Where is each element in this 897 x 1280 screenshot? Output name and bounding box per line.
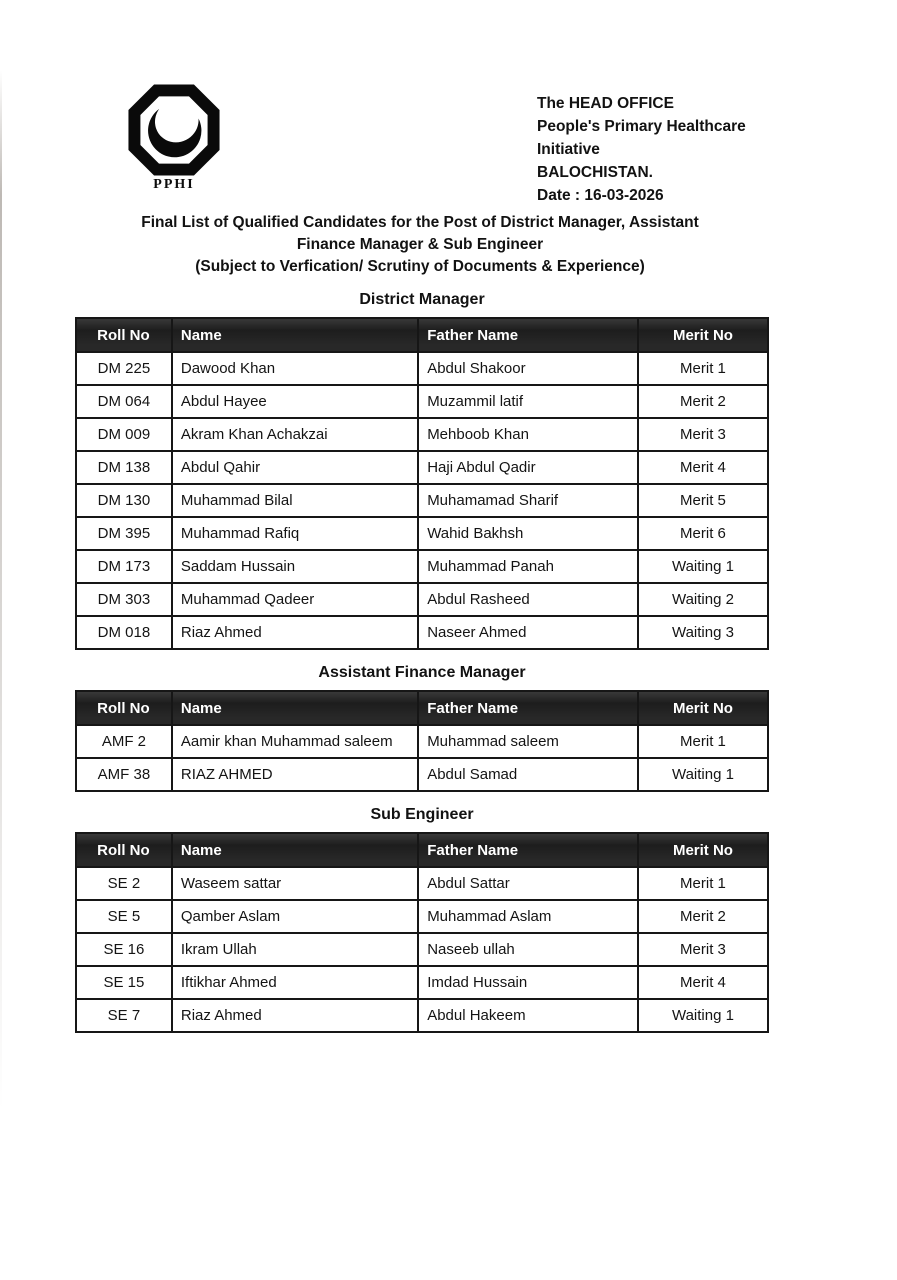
name-cell: Abdul Qahir bbox=[172, 451, 418, 484]
table-row bbox=[76, 999, 768, 1032]
column-header: Merit No bbox=[638, 318, 768, 352]
table-row bbox=[76, 484, 768, 517]
father-name-cell: Haji Abdul Qadir bbox=[418, 451, 638, 484]
merit-no-cell: Merit 3 bbox=[638, 418, 768, 451]
name-cell: Akram Khan Achakzai bbox=[172, 418, 418, 451]
table-row bbox=[76, 758, 768, 791]
roll-no-cell: SE 15 bbox=[76, 966, 172, 999]
table-row bbox=[76, 966, 768, 999]
name-cell: Muhammad Qadeer bbox=[172, 583, 418, 616]
merit-no-cell: Merit 5 bbox=[638, 484, 768, 517]
column-header: Father Name bbox=[418, 318, 638, 352]
roll-no-cell: DM 009 bbox=[76, 418, 172, 451]
father-name-cell: Wahid Bakhsh bbox=[418, 517, 638, 550]
name-cell: Ikram Ullah bbox=[172, 933, 418, 966]
office-line: Initiative bbox=[537, 141, 600, 158]
name-cell: RIAZ AHMED bbox=[172, 758, 418, 791]
column-header: Roll No bbox=[76, 691, 172, 725]
merit-no-cell: Waiting 1 bbox=[638, 758, 768, 791]
roll-no-cell: DM 138 bbox=[76, 451, 172, 484]
title-line: Finance Manager & Sub Engineer bbox=[296, 236, 544, 253]
father-name-cell: Muzammil latif bbox=[418, 385, 638, 418]
father-name-cell: Muhamamad Sharif bbox=[418, 484, 638, 517]
column-header: Father Name bbox=[418, 691, 638, 725]
merit-no-cell: Waiting 2 bbox=[638, 583, 768, 616]
father-name-cell: Abdul Sattar bbox=[418, 867, 638, 900]
table-row bbox=[76, 616, 768, 649]
table-header-row bbox=[76, 318, 768, 352]
section-heading-assistant-finance-manager: Assistant Finance Manager bbox=[318, 664, 526, 681]
office-address-block bbox=[537, 92, 787, 207]
assistant-finance-manager-table bbox=[75, 690, 769, 792]
column-header: Name bbox=[172, 691, 418, 725]
name-cell: Muhammad Rafiq bbox=[172, 517, 418, 550]
roll-no-cell: SE 2 bbox=[76, 867, 172, 900]
column-header: Merit No bbox=[638, 833, 768, 867]
logo-caption: PPHI bbox=[153, 177, 195, 192]
father-name-cell: Mehboob Khan bbox=[418, 418, 638, 451]
father-name-cell: Muhammad Panah bbox=[418, 550, 638, 583]
merit-no-cell: Merit 2 bbox=[638, 900, 768, 933]
father-name-cell: Abdul Shakoor bbox=[418, 352, 638, 385]
district-manager-table bbox=[75, 317, 769, 650]
office-line: People's Primary Healthcare bbox=[537, 118, 746, 135]
table-row bbox=[76, 900, 768, 933]
title-line: (Subject to Verfication/ Scrutiny of Documents & Experience) bbox=[195, 258, 645, 275]
office-line: BALOCHISTAN. bbox=[537, 164, 653, 181]
roll-no-cell: DM 225 bbox=[76, 352, 172, 385]
merit-no-cell: Waiting 1 bbox=[638, 999, 768, 1032]
roll-no-cell: DM 018 bbox=[76, 616, 172, 649]
name-cell: Saddam Hussain bbox=[172, 550, 418, 583]
table-row bbox=[76, 583, 768, 616]
roll-no-cell: AMF 2 bbox=[76, 725, 172, 758]
roll-no-cell: DM 395 bbox=[76, 517, 172, 550]
merit-no-cell: Merit 1 bbox=[638, 725, 768, 758]
merit-no-cell: Merit 2 bbox=[638, 385, 768, 418]
office-date-line: Date : 16-03-2026 bbox=[537, 187, 664, 204]
name-cell: Iftikhar Ahmed bbox=[172, 966, 418, 999]
name-cell: Qamber Aslam bbox=[172, 900, 418, 933]
column-header: Father Name bbox=[418, 833, 638, 867]
roll-no-cell: SE 7 bbox=[76, 999, 172, 1032]
merit-no-cell: Waiting 1 bbox=[638, 550, 768, 583]
table-row bbox=[76, 451, 768, 484]
document-title bbox=[70, 212, 770, 278]
column-header: Name bbox=[172, 318, 418, 352]
table-row bbox=[76, 725, 768, 758]
column-header: Roll No bbox=[76, 318, 172, 352]
merit-no-cell: Merit 1 bbox=[638, 352, 768, 385]
roll-no-cell: DM 130 bbox=[76, 484, 172, 517]
father-name-cell: Muhammad Aslam bbox=[418, 900, 638, 933]
father-name-cell: Abdul Rasheed bbox=[418, 583, 638, 616]
name-cell: Abdul Hayee bbox=[172, 385, 418, 418]
table-row bbox=[76, 517, 768, 550]
father-name-cell: Muhammad saleem bbox=[418, 725, 638, 758]
merit-no-cell: Merit 1 bbox=[638, 867, 768, 900]
merit-no-cell: Merit 4 bbox=[638, 966, 768, 999]
father-name-cell: Abdul Hakeem bbox=[418, 999, 638, 1032]
table-row bbox=[76, 933, 768, 966]
name-cell: Dawood Khan bbox=[172, 352, 418, 385]
name-cell: Waseem sattar bbox=[172, 867, 418, 900]
name-cell: Riaz Ahmed bbox=[172, 999, 418, 1032]
table-row bbox=[76, 418, 768, 451]
roll-no-cell: AMF 38 bbox=[76, 758, 172, 791]
roll-no-cell: DM 173 bbox=[76, 550, 172, 583]
pphi-logo bbox=[124, 84, 224, 193]
father-name-cell: Naseeb ullah bbox=[418, 933, 638, 966]
roll-no-cell: DM 064 bbox=[76, 385, 172, 418]
roll-no-cell: DM 303 bbox=[76, 583, 172, 616]
title-line: Final List of Qualified Candidates for the Post of District Manager, Assistant bbox=[141, 214, 699, 231]
father-name-cell: Abdul Samad bbox=[418, 758, 638, 791]
merit-no-cell: Merit 3 bbox=[638, 933, 768, 966]
column-header: Merit No bbox=[638, 691, 768, 725]
table-row bbox=[76, 385, 768, 418]
table-header-row bbox=[76, 691, 768, 725]
father-name-cell: Naseer Ahmed bbox=[418, 616, 638, 649]
sub-engineer-table bbox=[75, 832, 769, 1033]
merit-no-cell: Waiting 3 bbox=[638, 616, 768, 649]
merit-no-cell: Merit 4 bbox=[638, 451, 768, 484]
father-name-cell: Imdad Hussain bbox=[418, 966, 638, 999]
table-row bbox=[76, 352, 768, 385]
octagon-crescent-icon bbox=[128, 84, 220, 176]
name-cell: Muhammad Bilal bbox=[172, 484, 418, 517]
name-cell: Aamir khan Muhammad saleem bbox=[172, 725, 418, 758]
section-heading-sub-engineer: Sub Engineer bbox=[370, 806, 474, 823]
office-line: The HEAD OFFICE bbox=[537, 95, 674, 112]
roll-no-cell: SE 16 bbox=[76, 933, 172, 966]
name-cell: Riaz Ahmed bbox=[172, 616, 418, 649]
table-row bbox=[76, 867, 768, 900]
table-row bbox=[76, 550, 768, 583]
merit-no-cell: Merit 6 bbox=[638, 517, 768, 550]
section-heading-district-manager: District Manager bbox=[359, 291, 485, 308]
column-header: Roll No bbox=[76, 833, 172, 867]
scan-edge-artifact bbox=[0, 70, 2, 1110]
column-header: Name bbox=[172, 833, 418, 867]
roll-no-cell: SE 5 bbox=[76, 900, 172, 933]
table-header-row bbox=[76, 833, 768, 867]
candidate-lists bbox=[75, 290, 769, 1035]
